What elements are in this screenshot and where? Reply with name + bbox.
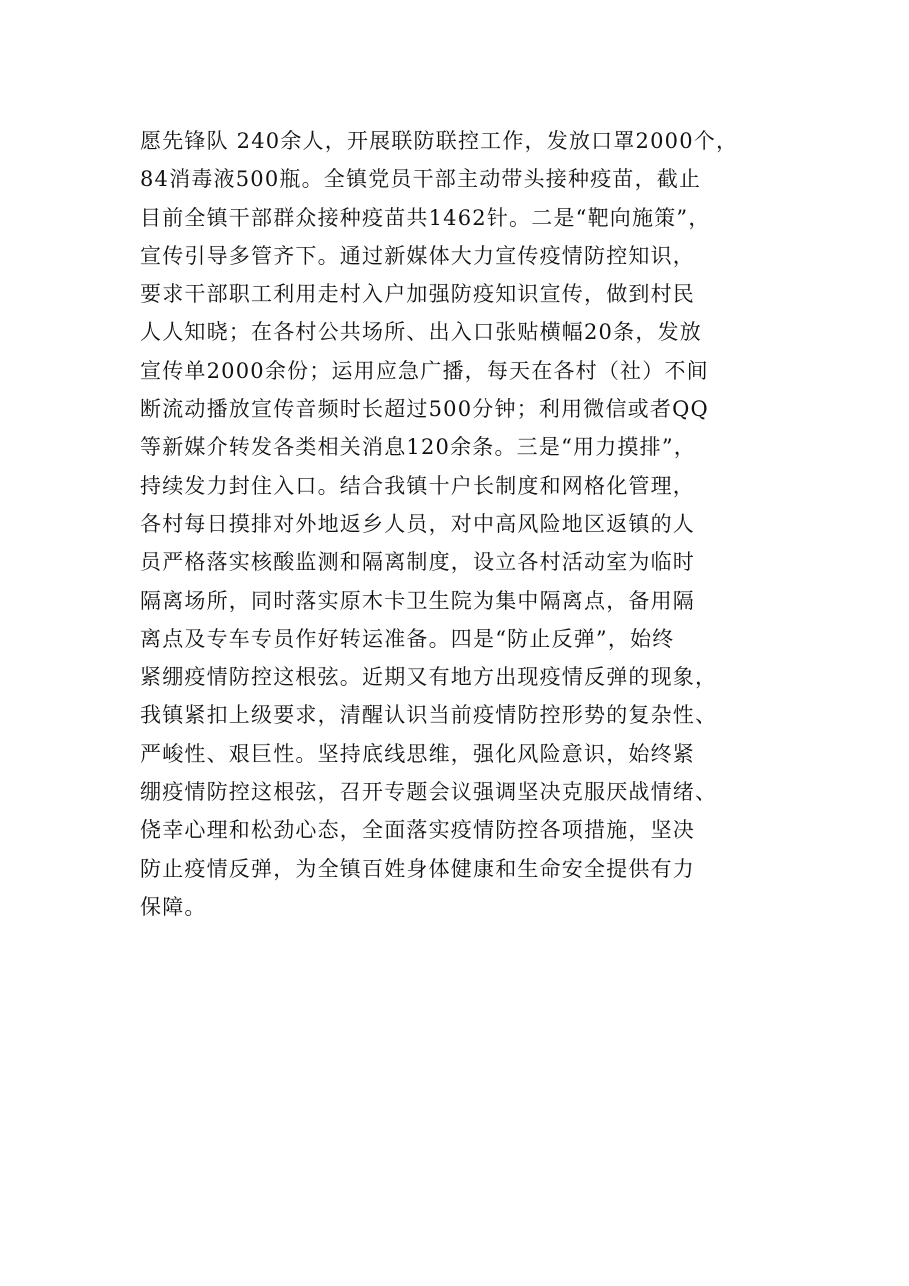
text-line-4: 宣传引导多管齐下。通过新媒体大力宣传疫情防控知识，	[140, 243, 695, 268]
text-line-14: 离点及专车专员作好转运准备。四是“防止反弹”，始终	[140, 626, 675, 651]
text-line-2: 84消毒液500瓶。全镇党员干部主动带头接种疫苗，截止	[140, 167, 702, 192]
text-line-3: 目前全镇干部群众接种疫苗共1462针。二是“靶向施策”，	[140, 205, 711, 230]
text-line-21: 保障。	[140, 894, 207, 919]
text-line-6: 人人知晓；在各村公共场所、出入口张贴横幅20条，发放	[140, 320, 702, 345]
text-line-11: 各村每日摸排对外地返乡人员，对中高风险地区返镇的人	[140, 511, 695, 536]
text-line-1: 愿先锋队 240余人，开展联防联控工作，发放口罩2000个，	[140, 129, 739, 153]
text-line-9: 等新媒介转发各类相关消息120余条。三是“用力摸排”，	[140, 435, 696, 460]
text-line-5: 要求干部职工利用走村入户加强防疫知识宣传，做到村民	[140, 282, 695, 307]
text-line-7: 宣传单2000余份；运用应急广播，每天在各村（社）不间	[140, 358, 709, 383]
text-line-17: 严峻性、艰巨性。坚持底线思维，强化风险意识，始终紧	[140, 741, 695, 766]
text-line-20: 防止疫情反弹，为全镇百姓身体健康和生命安全提供有力	[140, 856, 695, 881]
text-line-15: 紧绷疫情防控这根弦。近期又有地方出现疫情反弹的现象，	[140, 665, 718, 690]
text-line-13: 隔离场所，同时落实原木卡卫生院为集中隔离点，备用隔	[140, 588, 695, 613]
text-line-18: 绷疫情防控这根弦，召开专题会议强调坚决克服厌战情绪、	[140, 780, 718, 805]
body-paragraph	[140, 122, 780, 926]
text-line-16: 我镇紧扣上级要求，清醒认识当前疫情防控形势的复杂性、	[140, 703, 718, 728]
text-line-12: 员严格落实核酸监测和隔离制度，设立各村活动室为临时	[140, 550, 695, 575]
text-line-10: 持续发力封住入口。结合我镇十户长制度和网格化管理，	[140, 473, 695, 498]
text-line-8: 断流动播放宣传音频时长超过500分钟；利用微信或者QQ	[140, 397, 709, 422]
text-line-19: 侥幸心理和松劲心态，全面落实疫情防控各项措施，坚决	[140, 818, 695, 843]
